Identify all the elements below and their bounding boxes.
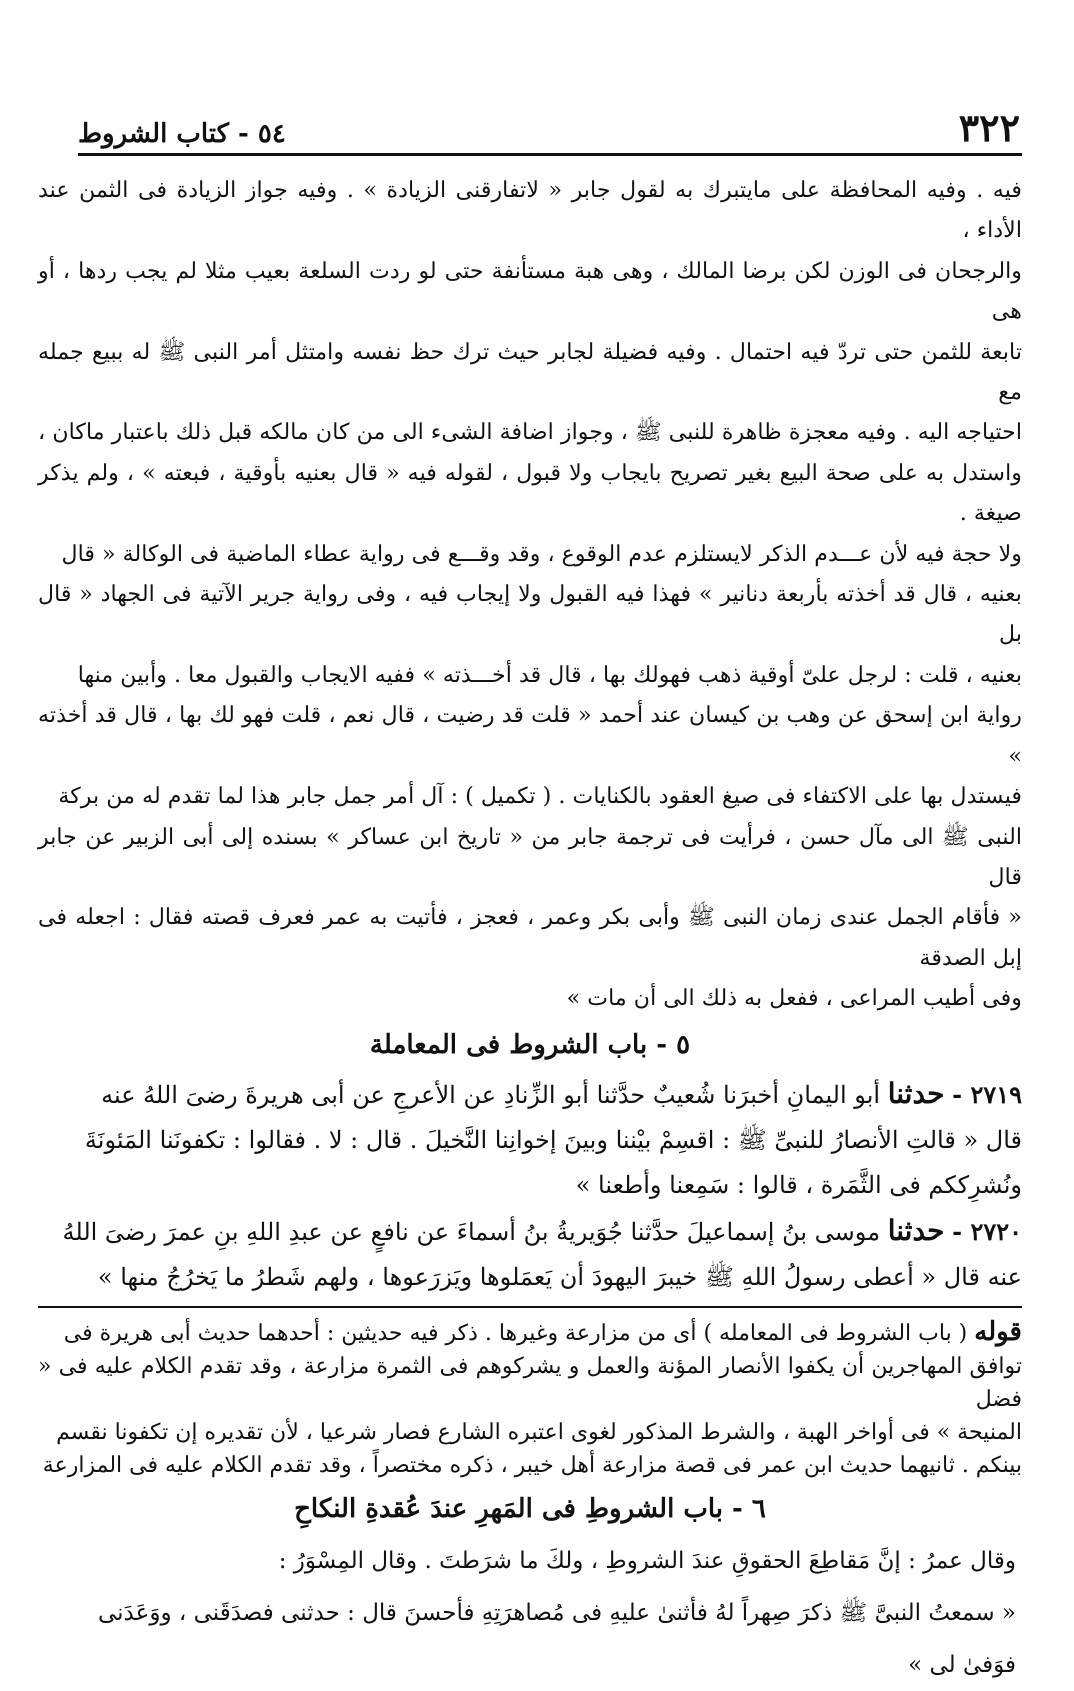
hadith-2720 [38, 1208, 1022, 1300]
chapter-heading-5 [38, 1019, 1022, 1071]
text-line: رواية ابن إسحق عن وهب بن كيسان عند أحمد « قلت قد رضيت ، قال نعم ، قلت فهو لك بها ، قال قد أخذته » [38, 702, 1022, 769]
text-line: فوَفىٰ لى » [908, 1651, 1016, 1678]
hadith-2719 [38, 1071, 1022, 1208]
text-line: أبو اليمانِ أخبرَنا شُعيبٌ حدَّثنا أبو الزِّنادِ عن الأعرجِ عن أبى هريرةَ رضىَ اللهُ عنه [101, 1080, 881, 1109]
chapter-number: ٥ - [656, 1029, 691, 1060]
page-number: ٣٢٢ [958, 105, 1020, 150]
page-header [78, 96, 1022, 156]
text-line: ولا حجة فيه لأن عـــدم الذكر لايستلزم عدم الوقوع ، وقد وقـــع فى رواية عطاء الماضية فى الوكالة « قال [61, 540, 1022, 567]
chapter-title: باب الشروطِ فى المَهرِ عندَ عُقدةِ النكاحِ [294, 1493, 723, 1524]
qawluhu-word: قوله [974, 1316, 1022, 1347]
text-line: موسى بنُ إسماعيلَ حدَّثنا جُوَيريةُ بنُ أسماءَ عن نافعٍ عن عبدِ اللهِ بنِ عمرَ رضىَ اللهُ [62, 1217, 881, 1246]
chapter-title: باب الشروط فى المعاملة [369, 1029, 648, 1060]
text-line: « فأقام الجمل عندى زمان النبى ﷺ وأبى بكر وعمر ، فعجز ، فأتيت به عمر فعرف قصته فقال : اجعله فى إبل الصدقة [38, 904, 1022, 971]
hadith-number: ٢٧١٩ - [952, 1079, 1022, 1109]
text-line: « سمعتُ النبىَّ ﷺ ذكرَ صِهراً لهُ فأثنىٰ عليهِ فى مُصاهرَتِهِ فأحسنَ قال : حدثنى فصدَقَنى ، ووَعَدَنى [97, 1599, 1016, 1626]
text-line: بينكم . ثانيهما حديث ابن عمر فى قصة مزارعة أهل خيبر ، ذكره مختصراً ، وقد تقدم الكلام عليه فى المزارعة [42, 1453, 1022, 1479]
page-content [38, 160, 1022, 1691]
commentary-block-2 [38, 1316, 1022, 1483]
chapter-heading-6 [38, 1483, 1022, 1535]
text-line: فيستدل بها على الاكتفاء فى صيغ العقود بالكنايات . ( تكميل ) : آل أمر جمل جابر هذا لما تقدم له من بركة [58, 783, 1022, 810]
text-line: واستدل به على صحة البيع بغير تصريح بايجاب ولا قبول ، لقوله فيه « قال بعنيه بأوقية ، فبعته » ، ولم يذكر صيغة . [38, 459, 1022, 527]
haddathana-word: حدثنا [887, 1213, 945, 1247]
chapter-number: ٦ - [732, 1493, 766, 1524]
text-line: وقال عمرُ : إنَّ مَقاطِعَ الحقوقِ عندَ الشروطِ ، ولكَ ما شرَطتَ . وقال المِسْوَرُ : [278, 1547, 1016, 1574]
text-line: احتياجه اليه . وفيه معجزة ظاهرة للنبى ﷺ ، وجواز اضافة الشىء الى من كان مالكه قبل ذلك باعتبار ماكان ، [38, 419, 1022, 446]
text-line: فيه . وفيه المحافظة على مايتبرك به لقول جابر « لاتفارقنى الزيادة » . وفيه جواز الزيادة فى الثمن عند الأداء ، [38, 177, 1022, 244]
commentary-block-1 [38, 170, 1022, 1019]
section-divider [38, 1306, 1022, 1308]
text-line: وفى أطيب المراعى ، ففعل به ذلك الى أن مات » [566, 985, 1022, 1012]
text-line: بعنيه ، قال قد أخذته بأربعة دنانير » فهذا فيه القبول ولا إيجاب فيه ، وفى رواية جرير الآتية فى الجهاد « قال بل [38, 581, 1022, 648]
text-line: بعنيه ، قلت : لرجل علىّ أوقية ذهب فهولك بها ، قال قد أخـــذته » ففيه الايجاب والقبول معا . وأبين منها [77, 661, 1022, 688]
text-line: توافق المهاجرين أن يكفوا الأنصار المؤنة والعمل و يشركوهم فى الثمرة مزارعة ، وقد تقدم الكلام عليه فى « فضل [38, 1353, 1023, 1412]
text-line: والرجحان فى الوزن لكن برضا المالك ، وهى هبة مستأنفة حتى لو ردت السلعة بعيب مثلا لم يجب ردها ، أو هى [38, 257, 1022, 325]
text-line: قال « قالتِ الأنصارُ للنبىِّ ﷺ : اقسِمْ بيْننا وبينَ إخوانِنا النَّخيلَ . قال : لا . فقالوا : تكفونَنا المَئونَةَ [84, 1125, 1022, 1154]
haddathana-word: حدثنا [887, 1076, 945, 1110]
text-line: ( باب الشروط فى المعامله ) أى من مزارعة وغيرها . ذكر فيه حديثين : أحدهما حديث أبى هريرة فى [63, 1320, 968, 1346]
text-line: المنيحة » فى أواخر الهبة ، والشرط المذكور لغوى اعتبره الشارع فصار شرعيا ، لأن تقديره إن تكفونا نقسم [56, 1420, 1022, 1446]
text-line: تابعة للثمن حتى تردّ فيه احتمال . وفيه فضيلة لجابر حيث ترك حظ نفسه وامتثل أمر النبى ﷺ له ببيع جمله مع [38, 338, 1022, 406]
running-title: ٥٤ - كتاب الشروط [78, 119, 286, 149]
text-line: عنه قال « أعطى رسولُ اللهِ ﷺ خيبرَ اليهودَ أن يَعمَلوها ويَزرَعوها ، ولهم شَطرُ ما يَخرُجُ منها » [97, 1262, 1022, 1291]
text-line: ونُشرِككم فى الثَّمَرة ، قالوا : سَمِعنا وأطعنا » [575, 1170, 1022, 1199]
hadith-number: ٢٧٢٠ - [952, 1216, 1022, 1246]
chapter-6-text [38, 1535, 1022, 1691]
text-line: النبى ﷺ الى مآل حسن ، فرأيت فى ترجمة جابر من « تاريخ ابن عساكر » بسنده إلى أبى الزبير عن جابر قال [38, 823, 1022, 890]
